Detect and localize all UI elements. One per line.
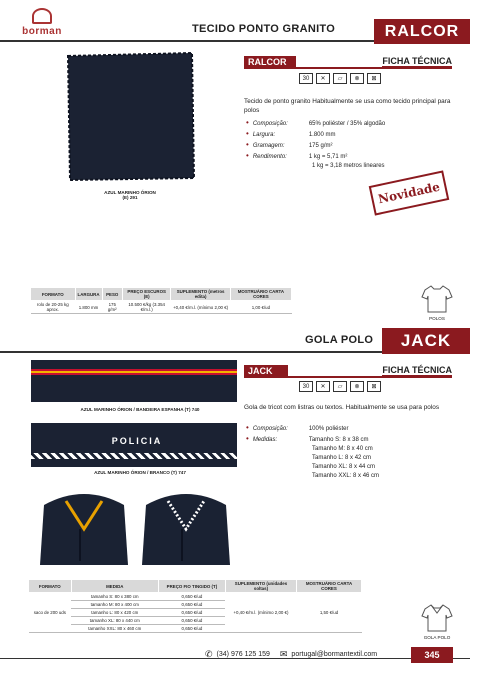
- jack-collar-policia-swatch: [31, 423, 237, 467]
- jack-caption-policia: AZUL MARINHO ÓRION / BRANCO (T) 747: [94, 470, 186, 475]
- cell: +0,40 €/m.l. (mínimo 2,00 €): [171, 301, 230, 314]
- cell-preco: 0,650 €/ud: [158, 593, 225, 601]
- cell-preco: 0,650 €/ud: [158, 625, 225, 633]
- no-tumble-dry-icon: ⊠: [367, 381, 381, 392]
- spec-row: • Gramagem: 175 g/m²: [246, 140, 333, 149]
- col-medida: MEDIDA: [71, 580, 158, 593]
- ralcor-swatch-caption: AZUL MARINHO ÓRION (E) 291: [104, 190, 156, 200]
- spec-value: 1.800 mm: [308, 132, 336, 138]
- iron-icon: ▱: [333, 73, 347, 84]
- spec-value: 1 kg = 5,71 m²: [308, 154, 348, 160]
- spec-row: • Rendimento: 1 kg = 5,71 m²: [246, 151, 348, 160]
- cell-preco: 0,650 €/ud: [158, 617, 225, 625]
- cell-mostruario: 1,50 €/ud: [296, 593, 361, 633]
- jack-caption-spain: AZUL MARINHO ÓRION / BANDEIRA ESPANHA (T) 740: [80, 407, 200, 412]
- col-largura: LARGURA: [75, 288, 102, 301]
- page-title: TECIDO PONTO GRANITO: [192, 23, 336, 35]
- col-suplemento: SUPLEMENTO (unidades soltas): [225, 580, 296, 593]
- jack-description: Gola de tricot com listras ou textos. Habitualmente se usa para polos: [244, 404, 440, 411]
- brand-tab-jack: JACK: [382, 328, 470, 354]
- cell-medida: tamanho XXL: 80 x 460 cm: [71, 625, 158, 633]
- polo-collar-photo-policia: [138, 489, 234, 565]
- spec-row: • Largura: 1.800 mm: [246, 129, 336, 138]
- phone-icon: ✆: [205, 649, 213, 659]
- ralcor-fabric-swatch: [66, 52, 196, 182]
- cell-formato: saco de 200 uds: [29, 593, 72, 633]
- size-row: Tamanho S: 8 x 38 cm: [308, 437, 369, 443]
- cell: 1.800 mm: [75, 301, 102, 314]
- no-bleach-icon: ✕: [316, 381, 330, 392]
- jack-collar-spain-swatch: [31, 360, 237, 402]
- table-row: [31, 301, 292, 314]
- jack-price-table: [28, 579, 362, 633]
- no-dryclean-icon: ⊗: [350, 73, 364, 84]
- gola-polo-label: GOLA POLO: [423, 635, 451, 640]
- spec-key: Rendimento:: [252, 154, 287, 160]
- table-row: [29, 593, 362, 601]
- mail-icon: ✉: [279, 649, 288, 659]
- cell-suplemento: +0,40 €/m.l. (mínimo 2,00 €): [225, 593, 296, 633]
- cell-medida: tamanho XL: 80 x 440 cm: [71, 617, 158, 625]
- col-mostruario: MOSTRUÁRIO CARTA CORES: [230, 288, 291, 301]
- spec-key: Composição:: [252, 121, 288, 127]
- no-tumble-dry-icon: ⊠: [367, 73, 381, 84]
- email-link[interactable]: portugal@bormantextil.com: [291, 651, 378, 658]
- jack-care-symbols: [299, 381, 381, 392]
- size-row: Tamanho XXL: 8 x 46 cm: [312, 473, 380, 479]
- cell: 175 g/m²: [102, 301, 122, 314]
- checker-band: [31, 453, 237, 459]
- ralcor-specs: [246, 118, 456, 171]
- iron-icon: ▱: [333, 381, 347, 392]
- size-row: Tamanho XL: 8 x 44 cm: [312, 464, 376, 470]
- no-bleach-icon: ✕: [316, 73, 330, 84]
- jack-specs: [246, 423, 456, 481]
- spec-row: • Medidas: Tamanho S: 8 x 38 cm: [246, 434, 369, 443]
- cell: rolo de 20-25 kg aprox.: [31, 301, 76, 314]
- cell-medida: tamanho S: 80 x 380 cm: [71, 593, 158, 601]
- ralcor-ficha-tecnica: FICHA TÉCNICA: [382, 56, 452, 66]
- spec-key: Largura:: [252, 132, 276, 138]
- spec-value: 175 g/m²: [308, 143, 333, 149]
- footer-contact: [205, 649, 377, 660]
- borman-logo: [18, 8, 66, 40]
- phone-number: (34) 976 125 159: [216, 651, 270, 658]
- ralcor-care-symbols: [299, 73, 381, 84]
- ralcor-description: Tecido de ponto granito Habitualmente se usa como tecido principal para polos: [244, 98, 451, 114]
- spec-key: Medidas:: [252, 437, 278, 443]
- cell-medida: tamanho L: 80 x 420 cm: [71, 609, 158, 617]
- jack-ficha-tecnica: FICHA TÉCNICA: [382, 365, 452, 375]
- col-mostruario: MOSTRUÁRIO CARTA CORES: [296, 580, 361, 593]
- logo-text: borman: [22, 26, 62, 37]
- spec-row: • Composição: 65% poliéster / 35% algodão: [246, 118, 386, 127]
- wash-30-icon: 30: [299, 381, 313, 392]
- size-row: Tamanho L: 8 x 42 cm: [312, 455, 372, 461]
- gola-polo-icon: [421, 603, 453, 633]
- page-number: 345: [411, 647, 453, 663]
- spec-value: 100% poliéster: [308, 426, 349, 432]
- novidade-badge: Novidade: [369, 170, 450, 215]
- spec-extra: 1 kg = 3,18 metros lineares: [312, 163, 385, 169]
- col-formato: FORMATO: [29, 580, 72, 593]
- polo-shirt-icon: [421, 284, 453, 314]
- cell-medida: tamanho M: 80 x 400 cm: [71, 601, 158, 609]
- polo-collar-photo-spain: [36, 489, 132, 565]
- polos-label: POLOS: [429, 316, 445, 321]
- col-formato: FORMATO: [31, 288, 76, 301]
- no-dryclean-icon: ⊗: [350, 381, 364, 392]
- spec-row: • Composição: 100% poliéster: [246, 423, 349, 432]
- logo-mark-icon: [32, 8, 52, 24]
- section-title-gola-polo: GOLA POLO: [305, 334, 374, 346]
- jack-subheader: JACK: [244, 365, 288, 377]
- size-row: Tamanho M: 8 x 40 cm: [312, 446, 373, 452]
- col-preco: PREÇO ESCUROS (E): [122, 288, 170, 301]
- cell-preco: 0,650 €/ud: [158, 609, 225, 617]
- spec-key: Composição:: [252, 426, 288, 432]
- spec-value: 65% poliéster / 35% algodão: [308, 121, 386, 127]
- cell: 10.500 €/kg (3.354 €/m.l.): [122, 301, 170, 314]
- brand-tab-ralcor: RALCOR: [374, 19, 470, 44]
- cell: 1,00 €/ud: [230, 301, 291, 314]
- ralcor-subheader: RALCOR: [244, 56, 296, 68]
- col-suplemento: SUPLEMENTO (metros edita): [171, 288, 230, 301]
- spec-key: Gramagem:: [252, 143, 285, 149]
- cell-preco: 0,650 €/ud: [158, 601, 225, 609]
- wash-30-icon: 30: [299, 73, 313, 84]
- col-preco: PREÇO FIO TINGIDO (T): [158, 580, 225, 593]
- ralcor-price-table: [30, 287, 292, 314]
- col-peso: PESO: [102, 288, 122, 301]
- policia-text: POLICIA: [111, 436, 163, 446]
